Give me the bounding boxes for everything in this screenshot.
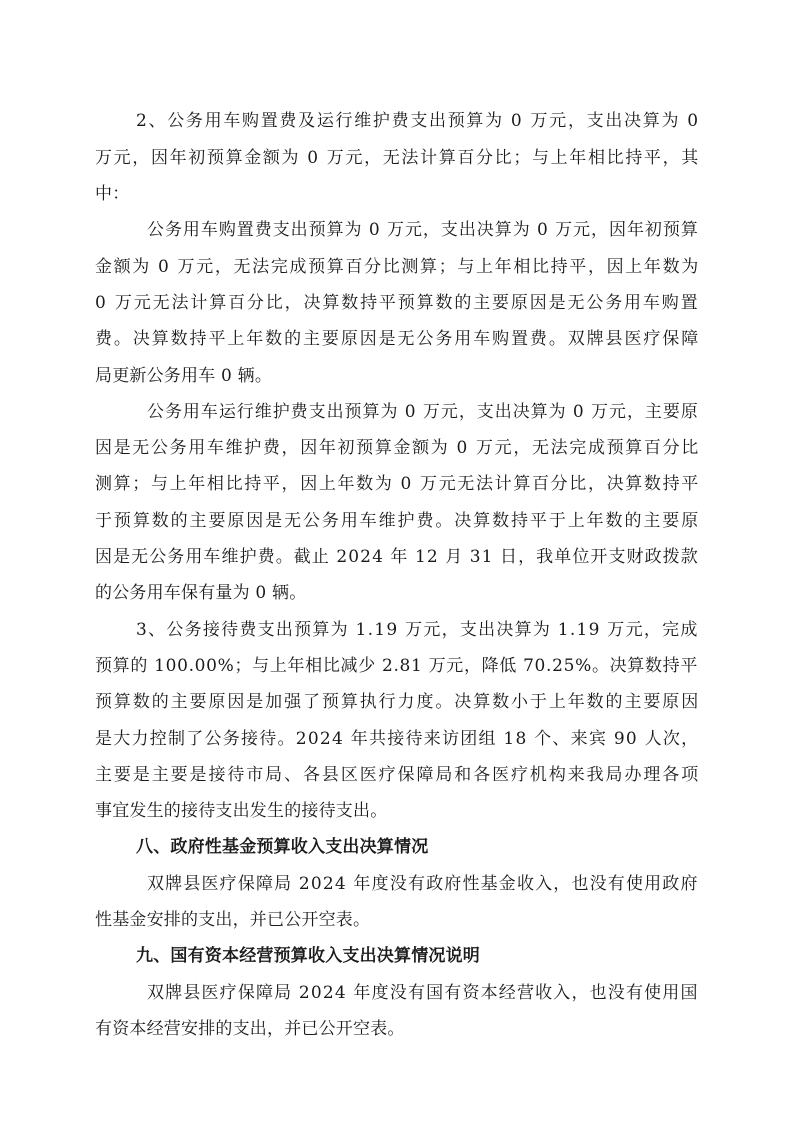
paragraph-line: 双牌县医疗保障局 2024 年度没有政府性基金收入，也没有使用政府 [147,874,699,894]
paragraph-line: 费。决算数持平上年数的主要原因是无公务用车购置费。双牌县医疗保障 [95,329,701,349]
section-heading-state-capital: 九、国有资本经营预算收入支出决算情况说明 [136,946,480,966]
paragraph-line: 事宜发生的接待支出发生的接待支出。 [95,801,388,821]
paragraph-line: 主要是主要是接待市局、各县区医疗保障局和各医疗机构来我局办理各项 [95,765,701,785]
paragraph-line: 于预算数的主要原因是无公务用车维护费。决算数持平于上年数的主要原 [95,511,701,531]
paragraph-line: 预算数的主要原因是加强了预算执行力度。决算数小于上年数的主要原因 [95,692,701,712]
paragraph-line: 3、公务接待费支出预算为 1.19 万元，支出决算为 1.19 万元，完成 [136,620,699,640]
paragraph-line: 双牌县医疗保障局 2024 年度没有国有资本经营收入，也没有使用国 [147,983,699,1003]
paragraph-line: 公务用车购置费支出预算为 0 万元，支出决算为 0 万元，因年初预算 [147,220,699,240]
paragraph-line: 万元，因年初预算金额为 0 万元，无法计算百分比；与上年相比持平，其 [95,148,700,168]
paragraph-line: 是大力控制了公务接待。2024 年共接待来访团组 18 个、来宾 90 人次， [95,729,700,749]
paragraph-line: 中： [95,184,130,204]
paragraph-line: 有资本经营安排的支出，并已公开空表。 [95,1019,405,1039]
paragraph-line: 的公务用车保有量为 0 辆。 [95,583,307,603]
paragraph-line: 性基金安排的支出，并已公开空表。 [95,910,371,930]
paragraph-line: 2、公务用车购置费及运行维护费支出预算为 0 万元，支出决算为 0 [136,111,700,131]
paragraph-line: 0 万元无法计算百分比，决算数持平预算数的主要原因是无公务用车购置 [95,293,700,313]
paragraph-line: 预算的 100.00%；与上年相比减少 2.81 万元，降低 70.25%。决算数持平 [95,656,698,676]
paragraph-line: 测算；与上年相比持平，因上年数为 0 万元无法计算百分比，决算数持平 [95,474,700,494]
paragraph-line: 因是无公务用车维护费，因年初预算金额为 0 万元，无法完成预算百分比 [95,438,700,458]
paragraph-line: 局更新公务用车 0 辆。 [95,366,273,386]
section-heading-government-fund: 八、政府性基金预算收入支出决算情况 [136,837,429,857]
paragraph-line: 因是无公务用车维护费。截止 2024 年 12 月 31 日，我单位开支财政拨款 [95,547,699,567]
paragraph-line: 金额为 0 万元，无法完成预算百分比测算；与上年相比持平，因上年数为 [95,257,700,277]
paragraph-line: 公务用车运行维护费支出预算为 0 万元，支出决算为 0 万元，主要原 [147,402,699,422]
